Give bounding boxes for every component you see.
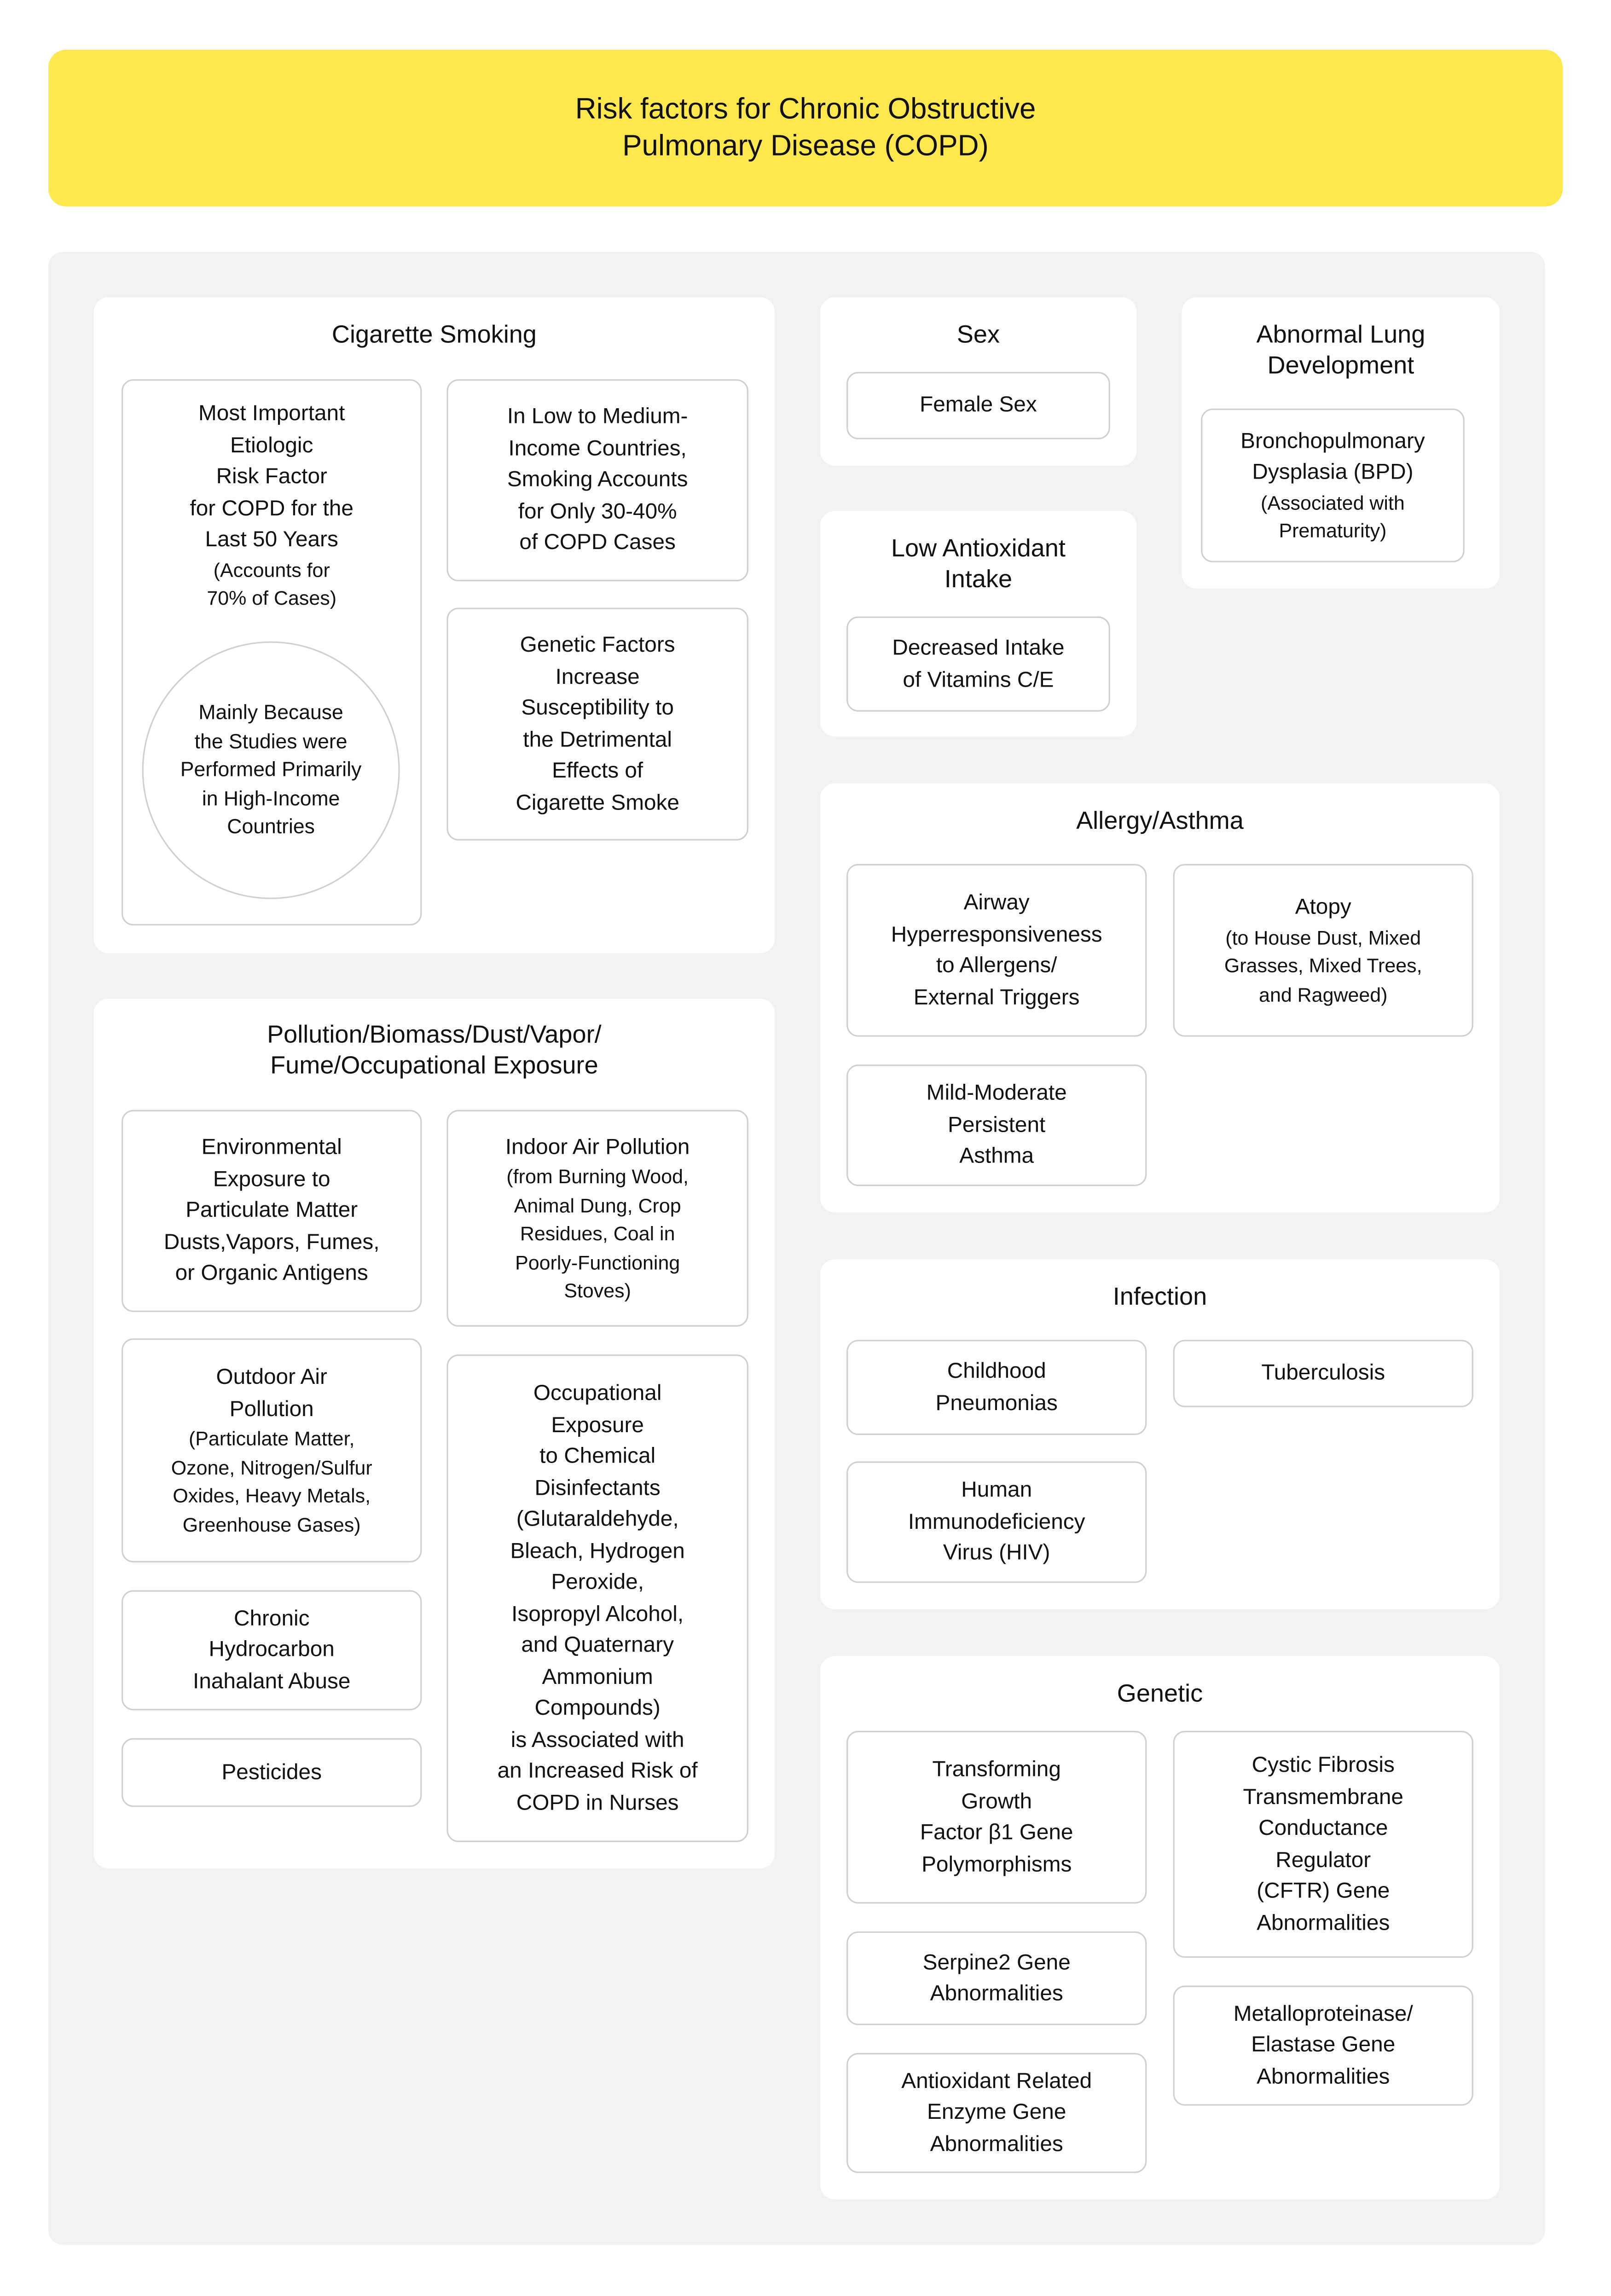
text-line: Performed Primarily bbox=[180, 757, 362, 781]
text-line: Susceptibility to bbox=[521, 695, 674, 721]
note-line: Poorly-Functioning bbox=[515, 1251, 680, 1273]
panel-title bbox=[820, 805, 1500, 836]
note-line: (from Burning Wood, bbox=[506, 1165, 689, 1188]
risk-factor-box bbox=[846, 1461, 1147, 1583]
text-line: Etiologic bbox=[230, 433, 313, 458]
text-line: or Organic Antigens bbox=[175, 1261, 368, 1286]
risk-factor-box bbox=[1173, 1986, 1473, 2106]
text-line: for Only 30-40% bbox=[518, 499, 677, 524]
note-line: 70% of Cases) bbox=[207, 587, 337, 609]
risk-factor-box bbox=[846, 372, 1110, 439]
risk-factor-box bbox=[846, 617, 1110, 712]
risk-factor-box bbox=[446, 1354, 748, 1842]
text-line: Infection bbox=[1113, 1283, 1207, 1311]
note-line: (Associated with bbox=[1261, 491, 1405, 514]
text-line: Isopropyl Alcohol, bbox=[511, 1601, 684, 1626]
text-line: Outdoor Air bbox=[216, 1365, 327, 1390]
risk-factor-box bbox=[122, 1590, 422, 1710]
text-line: Chronic bbox=[233, 1606, 310, 1631]
text-line: is Associated with bbox=[510, 1727, 684, 1752]
text-line: for COPD for the bbox=[190, 496, 353, 521]
risk-factor-box bbox=[846, 1932, 1147, 2025]
text-line: (Glutaraldehyde, bbox=[516, 1507, 679, 1532]
note-line: (Particulate Matter, bbox=[188, 1428, 355, 1450]
panel-title bbox=[94, 319, 775, 350]
text-line: Factor β1 Gene bbox=[920, 1820, 1073, 1845]
note-line: Grasses, Mixed Trees, bbox=[1224, 954, 1422, 977]
text-line: Virus (HIV) bbox=[943, 1541, 1050, 1566]
text-line: Abnormal Lung bbox=[1256, 320, 1426, 349]
risk-factor-box bbox=[846, 2053, 1147, 2173]
note-line: Prematurity) bbox=[1279, 520, 1387, 542]
risk-factor-box bbox=[1173, 864, 1473, 1036]
text-line: Dusts,Vapors, Fumes, bbox=[163, 1229, 380, 1255]
text-line: Most Important bbox=[198, 401, 345, 426]
risk-factor-box bbox=[122, 1338, 422, 1562]
text-line: Pollution/Biomass/Dust/Vapor/ bbox=[267, 1020, 602, 1049]
panel-title bbox=[820, 319, 1136, 350]
text-line: to Chemical bbox=[539, 1444, 656, 1469]
risk-factor-box bbox=[1173, 1340, 1473, 1407]
risk-factor-box bbox=[846, 1064, 1147, 1186]
text-line: Peroxide, bbox=[551, 1569, 644, 1595]
risk-factor-box bbox=[446, 379, 748, 581]
text-line: Cigarette Smoke bbox=[516, 790, 679, 815]
risk-factor-box bbox=[846, 864, 1147, 1036]
text-line: COPD in Nurses bbox=[516, 1790, 679, 1815]
note-line: (to House Dust, Mixed bbox=[1225, 926, 1421, 948]
note-line: Oxides, Heavy Metals, bbox=[173, 1485, 371, 1507]
text-line: Human bbox=[961, 1478, 1032, 1503]
risk-factor-box bbox=[1201, 409, 1465, 562]
text-line: Pollution bbox=[229, 1396, 314, 1421]
text-line: Environmental bbox=[201, 1135, 342, 1160]
note-line: Residues, Coal in bbox=[520, 1222, 675, 1245]
text-line: to Allergens/ bbox=[936, 953, 1057, 978]
text-line: Exposure bbox=[551, 1412, 644, 1437]
text-line: Tuberculosis bbox=[1261, 1360, 1385, 1386]
text-line: Enzyme Gene bbox=[927, 2100, 1066, 2125]
text-line: Genetic bbox=[1117, 1679, 1203, 1707]
panel-title bbox=[820, 533, 1136, 595]
text-line: Risk Factor bbox=[216, 464, 327, 489]
text-line: an Increased Risk of bbox=[497, 1758, 698, 1784]
risk-factor-box bbox=[122, 1110, 422, 1312]
text-line: Hydrocarbon bbox=[209, 1637, 335, 1663]
risk-factor-box bbox=[846, 1731, 1147, 1903]
text-line: Conductance bbox=[1258, 1816, 1388, 1841]
text-line: the Detrimental bbox=[523, 727, 672, 752]
text-line: Disinfectants bbox=[534, 1475, 661, 1500]
text-line: Atopy bbox=[1295, 895, 1351, 920]
text-line: Hyperresponsiveness bbox=[891, 921, 1102, 947]
diagram-title bbox=[48, 50, 1563, 206]
text-line: Immunodeficiency bbox=[908, 1509, 1085, 1534]
note-line: Greenhouse Gases) bbox=[182, 1513, 361, 1536]
text-line: Antioxidant Related bbox=[901, 2069, 1092, 2094]
text-line: of Vitamins C/E bbox=[903, 667, 1054, 692]
risk-factor-box bbox=[446, 1110, 748, 1327]
text-line: Development bbox=[1267, 351, 1414, 380]
panel-title bbox=[820, 1281, 1500, 1312]
text-line: of COPD Cases bbox=[519, 530, 676, 555]
text-line: Transmembrane bbox=[1243, 1784, 1403, 1810]
text-line: In Low to Medium- bbox=[507, 404, 688, 430]
text-line: Cystic Fibrosis bbox=[1252, 1752, 1395, 1778]
text-line: Metalloproteinase/ bbox=[1233, 2001, 1413, 2026]
note-line: Animal Dung, Crop bbox=[514, 1194, 681, 1216]
panel-title bbox=[1182, 319, 1500, 381]
text-line: Abnormalities bbox=[930, 2131, 1063, 2157]
text-line: Increase bbox=[555, 664, 640, 689]
text-line: Decreased Intake bbox=[892, 635, 1065, 660]
text-line: Polymorphisms bbox=[921, 1851, 1072, 1877]
text-line: Genetic Factors bbox=[520, 632, 675, 658]
text-line: Female Sex bbox=[920, 393, 1037, 418]
risk-factor-box bbox=[846, 1340, 1147, 1435]
text-line: in High-Income bbox=[202, 786, 340, 810]
text-line: Elastase Gene bbox=[1251, 2033, 1396, 2058]
text-line: (CFTR) Gene bbox=[1257, 1879, 1390, 1904]
text-line: Indoor Air Pollution bbox=[505, 1134, 690, 1159]
text-line: Regulator bbox=[1275, 1847, 1371, 1872]
text-line: Risk factors for Chronic Obstructive bbox=[575, 93, 1036, 126]
text-line: Compounds) bbox=[534, 1695, 661, 1721]
text-line: Sex bbox=[956, 320, 1000, 349]
text-line: Bleach, Hydrogen bbox=[510, 1538, 685, 1563]
text-line: Ammonium bbox=[542, 1664, 653, 1689]
panel-title bbox=[820, 1678, 1500, 1709]
text-line: Intake bbox=[944, 565, 1013, 593]
text-line: Serpine2 Gene bbox=[922, 1949, 1071, 1975]
text-line: Asthma bbox=[959, 1144, 1034, 1169]
text-line: External Triggers bbox=[913, 984, 1080, 1010]
text-line: Abnormalities bbox=[1257, 1910, 1390, 1935]
text-line: and Quaternary bbox=[521, 1632, 674, 1658]
text-line: Effects of bbox=[552, 758, 643, 784]
text-line: Growth bbox=[961, 1788, 1032, 1814]
text-line: Transforming bbox=[932, 1757, 1061, 1782]
text-line: Countries bbox=[227, 814, 315, 838]
text-line: Allergy/Asthma bbox=[1076, 807, 1244, 835]
text-line: Pulmonary Disease (COPD) bbox=[622, 129, 989, 162]
text-line: Mainly Because bbox=[198, 700, 343, 724]
text-line: Dysplasia (BPD) bbox=[1252, 460, 1414, 485]
note-line: (Accounts for bbox=[213, 558, 330, 581]
panel-title bbox=[94, 1019, 775, 1081]
text-line: Occupational bbox=[533, 1381, 662, 1406]
text-line: Bronchopulmonary bbox=[1240, 428, 1425, 453]
text-line: Income Countries, bbox=[508, 436, 687, 461]
text-line: Pneumonias bbox=[935, 1390, 1058, 1416]
text-line: the Studies were bbox=[194, 729, 348, 752]
note-line: and Ragweed) bbox=[1259, 983, 1388, 1006]
text-line: Smoking Accounts bbox=[507, 467, 688, 492]
text-line: Airway bbox=[963, 890, 1030, 915]
text-line: Low Antioxidant bbox=[891, 534, 1066, 562]
text-line: Cigarette Smoking bbox=[331, 320, 537, 349]
text-line: Particulate Matter bbox=[185, 1198, 358, 1223]
text-line: Fume/Occupational Exposure bbox=[270, 1051, 598, 1079]
text-line: Exposure to bbox=[213, 1167, 330, 1192]
text-line: Inahalant Abuse bbox=[193, 1669, 351, 1694]
text-line: Abnormalities bbox=[1257, 2064, 1390, 2089]
note-line: Ozone, Nitrogen/Sulfur bbox=[171, 1456, 372, 1479]
risk-factor-box bbox=[446, 607, 748, 840]
text-line: Persistent bbox=[948, 1112, 1046, 1138]
text-line: Pesticides bbox=[221, 1759, 322, 1785]
text-line: Abnormalities bbox=[930, 1981, 1063, 2007]
risk-factor-box bbox=[122, 1738, 422, 1807]
note-line: Stoves) bbox=[564, 1279, 632, 1302]
text-line: Mild-Moderate bbox=[926, 1081, 1067, 1106]
note-circle bbox=[142, 642, 400, 899]
text-line: Last 50 Years bbox=[205, 527, 338, 552]
text-line: Childhood bbox=[947, 1359, 1046, 1384]
risk-factor-box bbox=[1173, 1731, 1473, 1958]
